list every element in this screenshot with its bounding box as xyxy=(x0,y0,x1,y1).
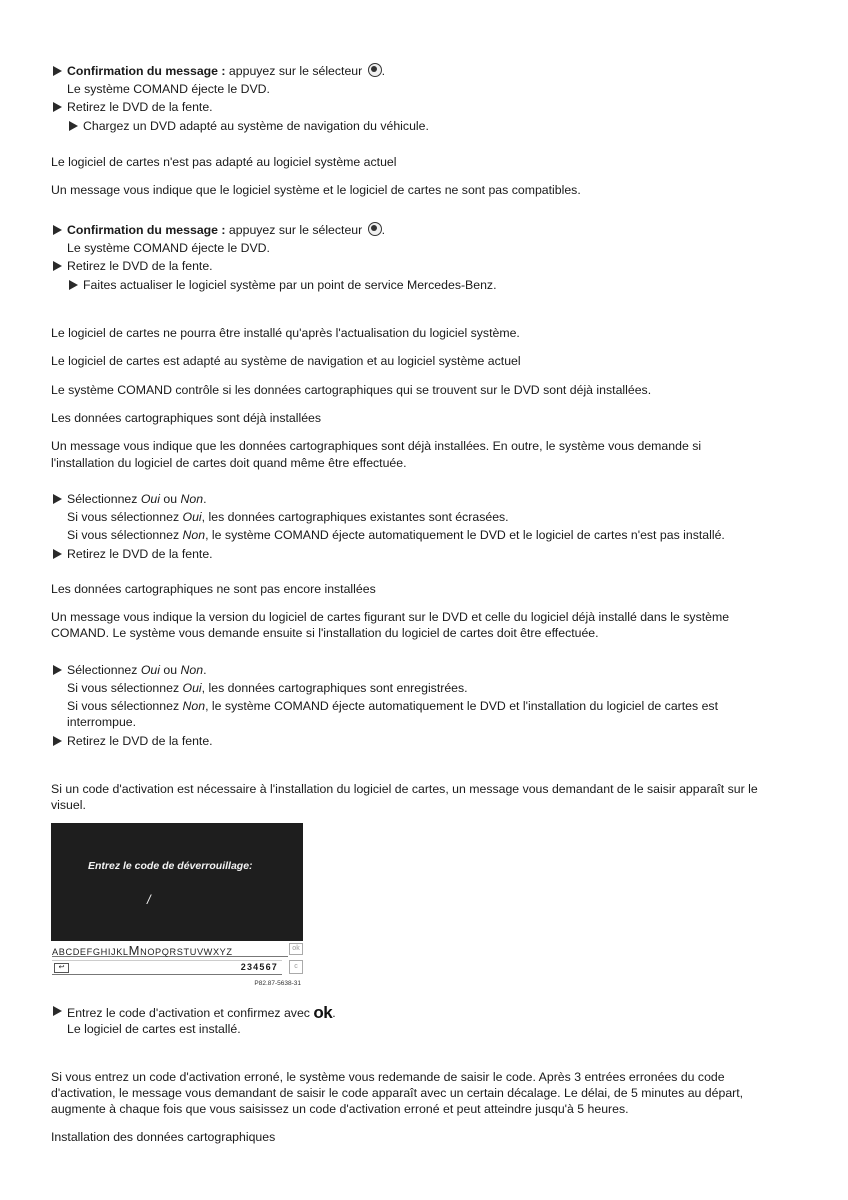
section-heading: Le logiciel de cartes n'est pas adapté au logiciel système actuel xyxy=(51,155,397,169)
bullet-icon xyxy=(53,102,62,112)
section-heading: Les données cartographiques ne sont pas encore installées xyxy=(51,582,376,596)
result-line xyxy=(67,698,718,715)
paragraph-line: augmente à chaque fois que vous saisissez un code d'activation erroné et peut atteindre jusqu'à 5 heures. xyxy=(51,1102,629,1116)
paragraph-line: visuel. xyxy=(51,798,86,812)
option-oui: Oui xyxy=(182,681,202,695)
instruction-line: Retirez le DVD de la fente. xyxy=(67,547,213,561)
section-heading: Le logiciel de cartes est adapté au système de navigation et au logiciel système actuel xyxy=(51,354,521,368)
instruction-line xyxy=(67,662,206,679)
display-screen xyxy=(51,823,303,941)
bullet-icon xyxy=(69,280,78,290)
text: Si vous sélectionnez xyxy=(67,528,183,542)
result-line: Le système COMAND éjecte le DVD. xyxy=(67,82,270,96)
punct: . xyxy=(381,64,386,78)
text: Si vous sélectionnez xyxy=(67,699,183,713)
text: Si vous sélectionnez xyxy=(67,681,183,695)
figure-reference: P82.87-5638-31 xyxy=(254,980,301,987)
text: , les données cartographiques existantes sont écrasées. xyxy=(201,510,509,524)
paragraph-line: l'installation du logiciel de cartes doit quand même être effectuée. xyxy=(51,456,407,470)
bullet-icon xyxy=(53,549,62,559)
entered-digits: 234567 xyxy=(240,962,278,972)
bullet-icon xyxy=(53,225,62,235)
text: Si vous sélectionnez xyxy=(67,510,183,524)
bullet-icon xyxy=(53,261,62,271)
bullet-icon xyxy=(53,66,62,76)
instruction-line: Retirez le DVD de la fente. xyxy=(67,259,213,273)
ok-icon: ok xyxy=(313,1003,333,1022)
section-heading: Les données cartographiques sont déjà installées xyxy=(51,411,322,425)
option-non: Non xyxy=(180,492,204,506)
characters-pre: ABCDEFGHIJKL xyxy=(52,947,129,957)
punct: . xyxy=(203,492,207,506)
label-bold: Confirmation du message : xyxy=(67,223,226,237)
selector-knob-icon xyxy=(368,63,382,77)
option-non: Non xyxy=(180,663,204,677)
result-line: Le système COMAND éjecte le DVD. xyxy=(67,241,270,255)
instruction-line: Retirez le DVD de la fente. xyxy=(67,734,213,748)
label-bold: Confirmation du message : xyxy=(67,64,226,78)
option-oui: Oui xyxy=(140,663,160,677)
option-oui: Oui xyxy=(140,492,160,506)
paragraph: Un message vous indique que le logiciel système et le logiciel de cartes ne sont pas compatibles. xyxy=(51,183,581,197)
result-line xyxy=(67,527,725,544)
punct: . xyxy=(203,663,207,677)
instruction-line xyxy=(67,491,206,508)
bullet-icon xyxy=(53,736,62,746)
instruction-line xyxy=(67,222,385,239)
bullet-icon xyxy=(69,121,78,131)
text: , le système COMAND éjecte automatiquement le DVD et l'installation du logiciel de cartes est xyxy=(205,699,718,713)
sub-instruction-line: Faites actualiser le logiciel système par un point de service Mercedes-Benz. xyxy=(83,278,497,292)
sub-instruction-line: Chargez un DVD adapté au système de navigation du véhicule. xyxy=(83,119,429,133)
text: , les données cartographiques sont enregistrées. xyxy=(201,681,468,695)
bullet-icon xyxy=(53,1006,62,1016)
instruction-text: appuyez sur le sélecteur xyxy=(225,64,366,78)
comand-display-figure xyxy=(51,823,303,987)
result-line xyxy=(67,680,468,697)
text: ou xyxy=(159,663,181,677)
paragraph: Le système COMAND contrôle si les données cartographiques qui se trouvent sur le DVD sont déjà installées. xyxy=(51,383,652,397)
paragraph-line: Si vous entrez un code d'activation erroné, le système vous redemande de saisir le code. Après 3 entrées erronées du code xyxy=(51,1070,725,1084)
text: Sélectionnez xyxy=(67,492,141,506)
paragraph-line: d'activation, le message vous demandant de saisir le code apparaît avec un certain décalage. Le délai, de 5 minutes au départ, xyxy=(51,1086,744,1100)
paragraph: Le logiciel de cartes ne pourra être installé qu'après l'actualisation du logiciel système. xyxy=(51,326,520,340)
text-cursor: / xyxy=(147,892,151,907)
paragraph-line: Si un code d'activation est nécessaire à l'installation du logiciel de cartes, un message vous demandant de le saisir apparaît sur le xyxy=(51,782,758,796)
character-bar xyxy=(52,942,288,957)
instruction-line: Retirez le DVD de la fente. xyxy=(67,100,213,114)
punct: . xyxy=(332,1006,336,1020)
text: , le système COMAND éjecte automatiquement le DVD et le logiciel de cartes n'est pas installé. xyxy=(205,528,725,542)
bullet-icon xyxy=(53,494,62,504)
selector-knob-icon xyxy=(368,222,382,236)
text: ou xyxy=(159,492,181,506)
back-icon: ↩ xyxy=(54,963,69,973)
paragraph-line: Un message vous indique que les données cartographiques sont déjà installées. En outre, le système vous demande si xyxy=(51,439,702,453)
bullet-icon xyxy=(53,665,62,675)
entry-row xyxy=(52,960,282,975)
section-heading: Installation des données cartographiques xyxy=(51,1130,276,1144)
paragraph-line: Un message vous indique la version du logiciel de cartes figurant sur le DVD et celle du logiciel déjà installé dans le système xyxy=(51,610,730,624)
result-line: Le logiciel de cartes est installé. xyxy=(67,1022,241,1036)
instruction-text: appuyez sur le sélecteur xyxy=(225,223,366,237)
result-line: interrompue. xyxy=(67,715,137,729)
text: Sélectionnez xyxy=(67,663,141,677)
paragraph-line: COMAND. Le système vous demande ensuite si l'installation du logiciel de cartes doit être effectuée. xyxy=(51,626,599,640)
result-line xyxy=(67,509,509,526)
clear-key: c xyxy=(289,960,303,974)
option-oui: Oui xyxy=(182,510,202,524)
punct: . xyxy=(381,223,386,237)
selected-character: M xyxy=(128,943,141,958)
option-non: Non xyxy=(182,699,206,713)
text: Entrez le code d'activation et confirmez avec xyxy=(67,1006,314,1020)
option-non: Non xyxy=(182,528,206,542)
characters-post: NOPQRSTUVWXYZ xyxy=(140,947,233,957)
ok-key: ok xyxy=(289,943,303,955)
unlock-code-prompt: Entrez le code de déverrouillage: xyxy=(88,860,253,872)
instruction-line xyxy=(67,63,385,80)
